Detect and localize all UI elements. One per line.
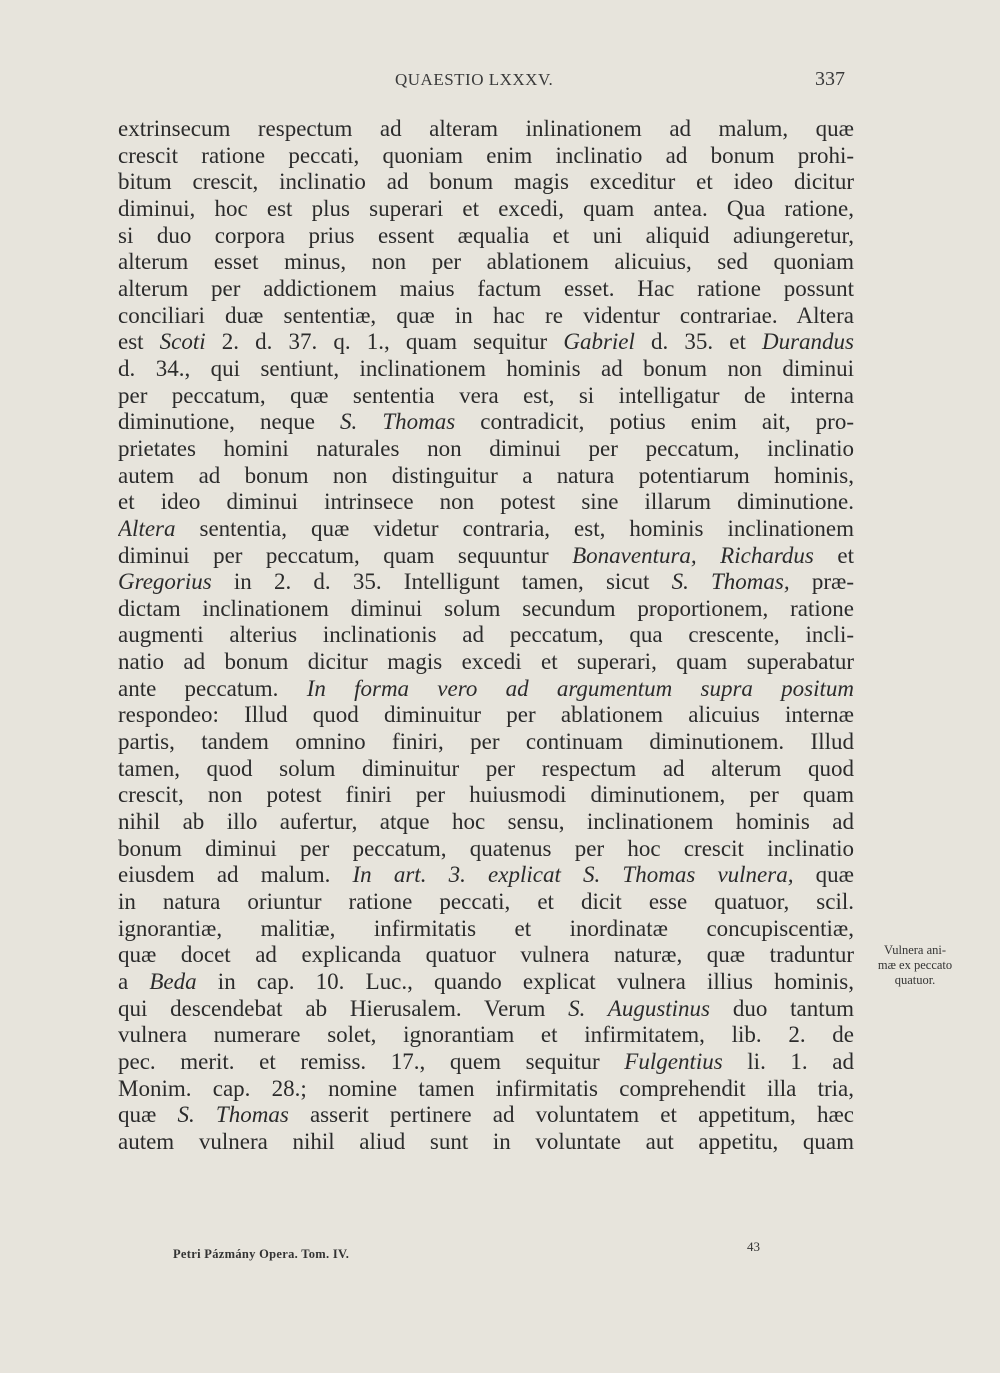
text-line xyxy=(118,516,854,543)
text-run: qui descendebat ab Hierusalem. Verum xyxy=(118,995,569,1021)
text-line xyxy=(118,889,854,916)
text-run: 2. d. 37. q. 1., quam sequitur xyxy=(205,329,564,355)
text-run: tamen, quod solum diminuitur per respectum ad alterum quod xyxy=(118,755,854,781)
text-run: nihil ab illo aufertur, atque hoc sensu, inclinationem hominis ad xyxy=(118,809,854,835)
italic-text: Gabriel xyxy=(563,329,635,355)
text-line xyxy=(118,169,854,196)
italic-text: S. Thomas xyxy=(340,409,456,435)
text-run: quæ xyxy=(793,862,854,888)
text-run: respondeo: Illud quod diminuitur per ablationem alicuius internæ xyxy=(118,702,854,728)
text-line xyxy=(118,143,854,170)
text-line xyxy=(118,116,854,143)
text-run: autem vulnera nihil aliud sunt in voluntate aut appetitu, quam xyxy=(118,1128,854,1154)
text-run: contradicit, potius enim ait, pro- xyxy=(455,409,854,435)
text-run: quæ xyxy=(118,1102,178,1128)
text-line xyxy=(118,436,854,463)
text-line xyxy=(118,809,854,836)
text-line xyxy=(118,383,854,410)
italic-text: Scoti xyxy=(159,329,206,355)
text-run: prietates homini naturales non diminui per peccatum, inclinatio xyxy=(118,435,854,461)
text-line xyxy=(118,1049,854,1076)
text-run: diminui, hoc est plus superari et excedi, quam antea. Qua ratione, xyxy=(118,195,854,221)
text-run: conciliari duæ sententiæ, quæ in hac re videntur contrariae. Altera xyxy=(118,302,854,328)
text-line xyxy=(118,596,854,623)
text-run: crescit ratione peccati, quoniam enim inclinatio ad bonum prohi- xyxy=(118,142,854,168)
text-run: autem ad bonum non distinguitur a natura potentiarum hominis, xyxy=(118,462,854,488)
text-run: d. 34., qui sentiunt, inclinationem hominis ad bonum non diminui xyxy=(118,355,854,381)
italic-text: Bonaventura, Richardus xyxy=(572,542,814,568)
text-run: ignorantiæ, malitiæ, infirmitatis et inordinatæ concupiscentiæ, xyxy=(118,915,854,941)
text-run: extrinsecum respectum ad alteram inlinationem ad malum, quæ xyxy=(118,116,854,141)
italic-text: Altera xyxy=(118,515,176,541)
text-line xyxy=(118,223,854,250)
margin-note-line: quatuor. xyxy=(894,973,936,987)
text-run: eiusdem ad malum. xyxy=(118,862,353,888)
text-line xyxy=(118,862,854,889)
printer-signature: Petri Pázmány Opera. Tom. IV. xyxy=(173,1247,350,1261)
italic-text: In forma vero ad argumentum supra positum xyxy=(306,675,854,701)
text-run: duo tantum xyxy=(710,995,854,1021)
text-run: in 2. d. 35. Intelligunt tamen, sicut xyxy=(211,569,672,595)
text-line xyxy=(118,782,854,809)
italic-text: S. Thomas xyxy=(177,1102,289,1128)
signature-number: 43 xyxy=(747,1239,760,1254)
text-line xyxy=(118,543,854,570)
italic-text: Fulgentius xyxy=(624,1048,723,1074)
text-run: sententia, quæ videtur contraria, est, hominis inclinationem xyxy=(175,515,854,541)
margin-note xyxy=(860,943,970,988)
text-line xyxy=(118,649,854,676)
text-line xyxy=(118,916,854,943)
italic-text: S. Augustinus xyxy=(568,995,711,1021)
text-run: per peccatum, quæ sententia vera est, si intelligatur de interna xyxy=(118,382,854,408)
text-run: ante peccatum. xyxy=(118,675,307,701)
text-line xyxy=(118,409,854,436)
italic-text: Durandus xyxy=(761,329,854,355)
text-line xyxy=(118,942,854,969)
text-run: alterum esset minus, non per ablationem alicuius, sed quoniam xyxy=(118,249,854,275)
text-run: in natura oriuntur ratione peccati, et dicit esse quatuor, scil. xyxy=(118,889,854,915)
text-run: natio ad bonum dicitur magis excedi et superari, quam superabatur xyxy=(118,649,854,675)
text-line xyxy=(118,622,854,649)
text-run: et ideo diminui intrinsece non potest sine illarum diminutione. xyxy=(118,489,854,515)
text-run: vulnera numerare solet, ignorantiam et infirmitatem, lib. 2. de xyxy=(118,1022,854,1048)
italic-text: In art. 3. explicat S. Thomas vulnera, xyxy=(352,862,794,888)
text-run: partis, tandem omnino finiri, per continuam diminutionem. Illud xyxy=(118,729,854,755)
text-line xyxy=(118,463,854,490)
text-run: pec. merit. et remiss. 17., quem sequitur xyxy=(118,1048,625,1074)
italic-text: Beda xyxy=(149,969,197,994)
text-line xyxy=(118,702,854,729)
text-line xyxy=(118,969,854,996)
text-run: præ- xyxy=(789,569,854,595)
text-line xyxy=(118,756,854,783)
text-line xyxy=(118,356,854,383)
text-run: a xyxy=(118,969,150,994)
italic-text: S. Thomas, xyxy=(671,569,790,595)
text-line xyxy=(118,996,854,1023)
text-line xyxy=(118,676,854,703)
text-run: augmenti alterius inclinationis ad peccatum, qua crescente, incli- xyxy=(118,622,854,648)
text-run: diminui per peccatum, quam sequuntur xyxy=(118,542,573,568)
text-run: crescit, non potest finiri per huiusmodi diminutionem, per quam xyxy=(118,782,854,808)
text-run: Monim. cap. 28.; nomine tamen infirmitatis comprehendit illa tria, xyxy=(118,1075,854,1101)
text-run: d. 35. et xyxy=(634,329,762,355)
text-run: si duo corpora prius essent æqualia et uni aliquid adiungeretur, xyxy=(118,222,854,248)
text-run: alterum per addictionem maius factum esset. Hac ratione possunt xyxy=(118,275,854,301)
text-run: li. 1. ad xyxy=(722,1048,854,1074)
text-line xyxy=(118,729,854,756)
text-run: est xyxy=(118,329,160,355)
text-run: bitum crescit, inclinatio ad bonum magis exceditur et ideo dicitur xyxy=(118,169,854,195)
text-run: diminutione, neque xyxy=(118,409,340,435)
text-line xyxy=(118,249,854,276)
text-run: in cap. 10. Luc., quando explicat vulnera illius hominis, xyxy=(196,969,854,994)
text-run: dictam inclinationem diminui solum secundum proportionem, ratione xyxy=(118,595,854,621)
running-head: QUAESTIO LXXXV. xyxy=(395,70,554,89)
text-line xyxy=(118,1129,854,1156)
margin-note-line: mæ ex peccato xyxy=(877,958,953,972)
text-line xyxy=(118,1022,854,1049)
text-line xyxy=(118,303,854,330)
text-line xyxy=(118,196,854,223)
text-line xyxy=(118,569,854,596)
text-run: quæ docet ad explicanda quatuor vulnera naturæ, quæ traduntur xyxy=(118,942,854,968)
text-line xyxy=(118,489,854,516)
text-run: et xyxy=(813,542,854,568)
margin-note-line: Vulnera ani- xyxy=(883,943,947,957)
text-line xyxy=(118,1076,854,1103)
text-run: bonum diminui per peccatum, quatenus per hoc crescit inclinatio xyxy=(118,835,854,861)
text-run: asserit pertinere ad voluntatem et appetitum, hæc xyxy=(288,1102,854,1128)
text-line xyxy=(118,836,854,863)
italic-text: Gregorius xyxy=(118,569,212,595)
text-line xyxy=(118,329,854,356)
page-number: 337 xyxy=(815,68,845,90)
text-line xyxy=(118,1102,854,1129)
body-text xyxy=(118,116,854,1156)
text-line xyxy=(118,276,854,303)
